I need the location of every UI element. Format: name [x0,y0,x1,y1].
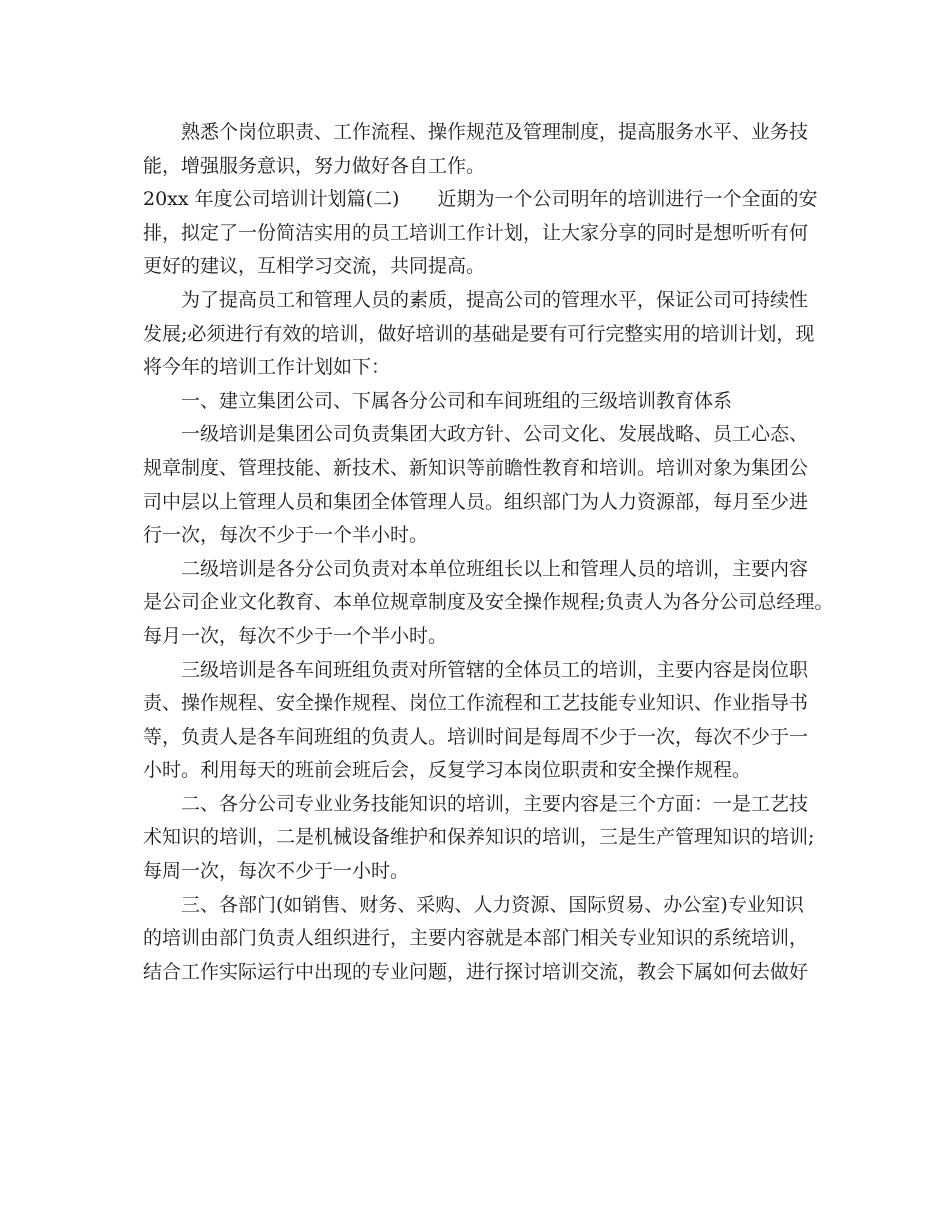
document-body [143,116,834,989]
text-line: 每月一次，每次不少于一个半小时。 [143,624,448,647]
section-heading: 20xx 年度公司培训计划篇(二) [143,188,400,211]
text-line: 每周一次，每次不少于一小时。 [143,860,410,883]
paragraph-section-two [143,788,823,889]
text-line: 术知识的培训，二是机械设备维护和保养知识的培训，三是生产管理知识的培训; [143,826,815,849]
text-line: 将今年的培训工作计划如下： [143,356,391,379]
text-line: 规章制度、管理技能、新技术、新知识等前瞻性教育和培训。培训对象为集团公 [143,456,809,479]
text-line: 等，负责人是各车间班组的负责人。培训时间是每周不少于一次，每次不少于一 [143,725,809,748]
paragraph-plan-intro [143,183,823,284]
text-line: 司中层以上管理人员和集团全体管理人员。组织部门为人力资源部，每月至少进 [143,490,809,513]
paragraph-level-one [143,418,823,552]
text-line: 一级培训是集团公司负责集团大政方针、公司文化、发展战略、员工心态、 [181,423,809,446]
paragraph-level-three [143,654,823,788]
text-line: 责、操作规程、安全操作规程、岗位工作流程和工艺技能专业知识、作业指导书 [143,692,809,715]
text-line: 的培训由部门负责人组织进行，主要内容就是本部门相关专业知识的系统培训， [143,927,809,950]
text-line: 发展;必须进行有效的培训，做好培训的基础是要有可行完整实用的培训计划，现 [143,322,815,345]
paragraph-level-two [143,553,834,654]
text-line: 熟悉个岗位职责、工作流程、操作规范及管理制度，提高服务水平、业务技 [181,121,809,143]
text-line: 三、各部门(如销售、财务、采购、人力资源、国际贸易、办公室)专业知识 [181,893,804,916]
text-line: 二、各分公司专业业务技能知识的培训，主要内容是三个方面：一是工艺技 [181,792,809,815]
text-segment: 近期为一个公司明年的培训进行一个全面的安 [437,188,818,211]
paragraph-section-one [143,385,823,419]
text-line: 三级培训是各车间班组负责对所管辖的全体员工的培训，主要内容是岗位职 [181,658,809,681]
text-line: 结合工作实际运行中出现的专业问题，进行探讨培训交流，教会下属如何去做好 [143,960,809,983]
text-line: 一、建立集团公司、下属各分公司和车间班组的三级培训教育体系 [181,389,733,412]
text-line: 是公司企业文化教育、本单位规章制度及安全操作规程;负责人为各分公司总经理。 [143,591,834,614]
text-line: 行一次，每次不少于一个半小时。 [143,524,429,547]
text-line: 小时。利用每天的班前会班后会，反复学习本岗位职责和安全操作规程。 [143,759,752,782]
text-line: 二级培训是各分公司负责对本单位班组长以上和管理人员的培训，主要内容 [181,557,809,580]
text-line: 排，拟定了一份简洁实用的员工培训工作计划，让大家分享的同时是想听听有何 [143,221,809,244]
paragraph-job-duties [143,116,823,183]
paragraph-section-three [143,889,823,990]
text-line: 能，增强服务意识，努力做好各自工作。 [143,154,486,177]
text-line [143,183,823,217]
text-line: 为了提高员工和管理人员的素质，提高公司的管理水平，保证公司可持续性 [181,288,809,311]
text-line: 更好的建议，互相学习交流，共同提高。 [143,255,486,278]
paragraph-purpose [143,284,823,385]
